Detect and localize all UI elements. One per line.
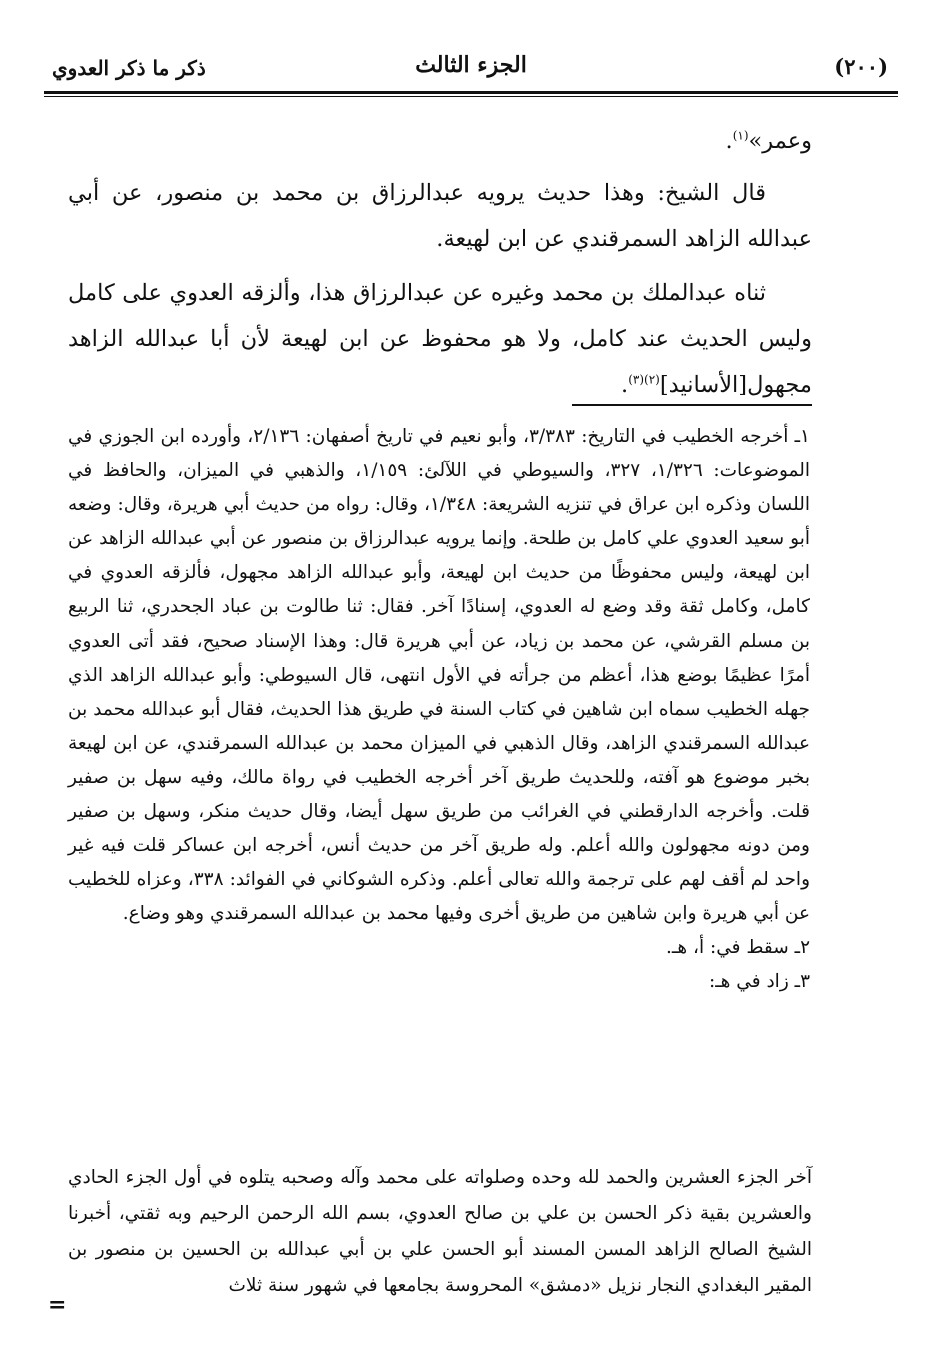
part-title: الجزء الثالث — [415, 52, 527, 78]
footnote-2: ٢ـ سقط في: أ، هـ. — [666, 937, 810, 959]
footnote-ref-2-3: (٢)(٣) — [628, 372, 660, 387]
paragraph-2-text: ثناه عبدالملك بن محمد وغيره عن عبدالرزاق هذا، وألزقه العدوي على كامل وليس الحديث عند كامل، ولا هو محفوظ عن ابن لهيعة لأن أبا عبدالله الزاهد مجهول[الأسانيد] — [68, 280, 812, 398]
paragraph-1: قال الشيخ: وهذا حديث يرويه عبدالرزاق بن محمد بن منصور، عن أبي عبدالله الزاهد السمرقندي عن ابن لهيعة. — [68, 180, 812, 252]
footnote-1-number: ١ـ — [794, 426, 810, 447]
header-rule-thin — [44, 96, 898, 97]
paragraph-2: ثناه عبدالملك بن محمد وغيره عن عبدالرزاق هذا، وألزقه العدوي على كامل وليس الحديث عند كامل، ولا هو محفوظ عن ابن لهيعة لأن أبا عبدالله الزاهد مجهول[الأسانيد]$^{(٢)(٣)}$. — [68, 280, 812, 398]
main-text — [68, 118, 812, 416]
page-number: (٢٠٠) — [834, 54, 888, 79]
footnote-1 — [68, 420, 810, 931]
continuation-mark: = — [48, 1292, 67, 1318]
running-header — [44, 52, 898, 88]
footnote-1-text: أخرجه الخطيب في التاريخ: ٣/٣٨٣، وأبو نعيم في تاريخ أصفهان: ٢/١٣٦، وأورده ابن الجوزي في الموضوعات: ١/٣٢٦، ٣٢٧، والسيوطي في اللآلئ: ١/١٥٩، والذهبي في الميزان، والحافظ في اللسان وذكره ابن عراق في تنزيه الشريعة: ١/٣٤٨، وقال: رواه من حديث أبي هريرة، وقال: وضعه أبو سعيد العدوي علي كامل بن طلحة. وإنما يرويه عبدالرزاق بن منصور عن أبي عبدالله الزاهد عن ابن لهيعة، وليس محفوظًا من حديث ابن لهيعة، وأبو عبدالله الزاهد مجهول، فألزقه العدوي في كامل، وكامل ثقة وقد وضع له العدوي، إسنادًا آخر. فقال: ثنا طالوت بن عباد الجحدري، ثنا الربيع بن مسلم القرشي، عن محمد بن زياد، عن أبي هريرة قال: وهذا الإسناد صحيح، فقد أتى العدوي أمرًا عظيمًا بوضع هذا، أعظم من جرأته في الأول انتهى، قال السيوطي: وأبو عبدالله الزاهد الذي جهله الخطيب سماه ابن شاهين في كتاب السنة في طريق هذا الحديث، فقال أبو عبدالله محمد بن عبدالله السمرقندي الزاهد، وقال الذهبي في الميزان محمد بن عبدالله السمرقندي، عن ابن لهيعة بخبر موضوع هو آفته، وللحديث طريق آخر أخرجه الخطيب في رواة مالك، وفيه سهل بن صفير قلت. وأخرجه الدارقطني في الغرائب من طريق سهل أيضا، وقال حديث منكر، وسهل بن صفير ومن دونه مجهولون والله أعلم. وله طريق آخر من حديث أنس، أخرجه ابن عساكر قلت فيه غير واحد لم أقف لهم على ترجمة والله تعالى أعلم. وذكره الشوكاني في الفوائد: ٣٣٨، وعزاه للخطيب عن أبي هريرة وابن شاهين من طريق أخرى وفيها محمد بن عبدالله السمرقندي وهو وضاع. — [68, 426, 811, 925]
footnote-ref-1: (١) — [732, 128, 749, 143]
footnote-separator — [572, 404, 812, 406]
continuation-line: وعمر»$^{(١)}$. — [725, 128, 812, 154]
footnotes — [68, 420, 810, 999]
colophon-text: آخر الجزء العشرين والحمد لله وحده وصلواته على محمد وآله وصحبه يتلوه في أول الجزء الحادي والعشرين بقية ذكر الحسن بن علي بن صالح العدوي، بسم الله الرحمن الرحيم وبه ثقتي، أخبرنا الشيخ الصالح الزاهد المسن المسند أبو الحسن علي بن أبي عبدالله بن الحسين بن منصور بن المقير البغدادي النجار نزيل «دمشق» المحروسة بجامعها في شهور سنة ثلاث — [68, 1167, 812, 1296]
section-title: ذكر ما ذكر العدوي — [52, 56, 206, 80]
footnote-3: ٣ـ زاد في هـ: — [709, 971, 810, 993]
continuation-text: وعمر» — [748, 128, 812, 154]
header-rule — [44, 91, 898, 94]
